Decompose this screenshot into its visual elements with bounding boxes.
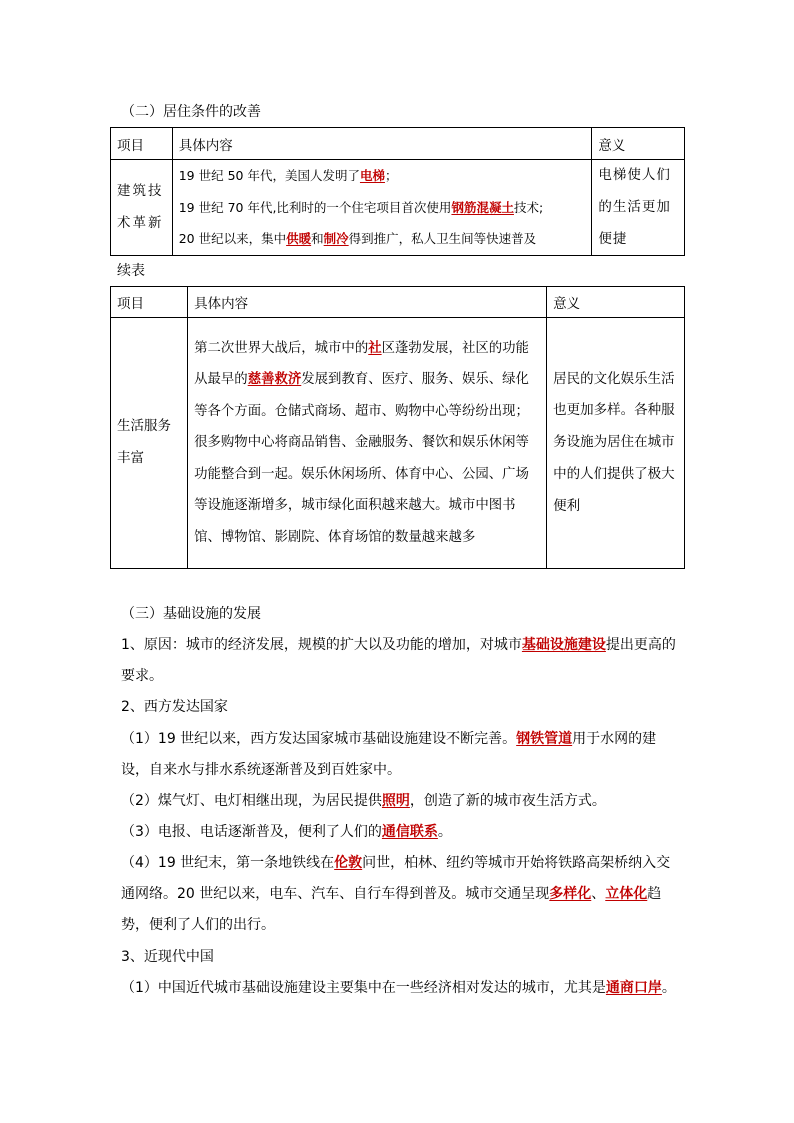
- highlight-term: 钢铁管道: [516, 731, 573, 747]
- highlight-term: 通商口岸: [605, 980, 662, 996]
- highlight-term: 制冷: [323, 231, 349, 247]
- cell-meaning: 电梯使人们的生活更加便捷: [592, 160, 685, 256]
- section-heading: （三）基础设施的发展: [121, 606, 261, 622]
- table-building-innovation: [110, 127, 685, 256]
- paragraph-telecom: （3）电报、电话逐渐普及，便利了人们的通信联系。: [121, 824, 452, 840]
- header-item: 项目: [111, 287, 188, 318]
- paragraph-china: 3、近现代中国: [121, 949, 214, 965]
- highlight-term: 基础设施建设: [521, 637, 606, 653]
- content-line: 19 世纪 50 年代，美国人发明了电梯；: [178, 168, 398, 184]
- paragraph-water: （1）19 世纪以来，西方发达国家城市基础设施建设不断完善。钢铁管道用于水网的建设，自来水与排水系统逐渐普及到百姓家中。: [121, 731, 657, 779]
- paragraph-transport: （4）19 世纪末，第一条地铁线在伦敦问世，柏林、纽约等城市开始将铁路高架桥纳入交通网络。20 世纪以来，电车、汽车、自行车得到普及。城市交通呈现多样化、立体化趋势，便利了人们的出行。: [121, 855, 671, 934]
- highlight-term: 社: [368, 341, 382, 357]
- cell-meaning: 居民的文化娱乐生活也更加多样。各种服务设施为居住在城市中的人们提供了极大便利: [547, 318, 685, 569]
- cell-content: 第二次世界大战后，城市中的社区蓬勃发展，社区的功能从最早的慈善救济发展到教育、医疗、服务、娱乐、绿化等各个方面。仓储式商场、超市、购物中心等纷纷出现；很多购物中心将商品销售、金融服务、餐饮和娱乐休闲等功能整合到一起。娱乐休闲场所、体育中心、公园、广场等设施逐渐增多，城市绿化面积越来越大。城市中图书馆、博物馆、影剧院、体育场馆的数量越来越多: [188, 318, 547, 569]
- header-meaning: 意义: [547, 287, 685, 318]
- cell-item: 建筑技术革新: [111, 160, 173, 256]
- continued-label: 续表: [117, 263, 145, 279]
- header-content: 具体内容: [188, 287, 547, 318]
- header-meaning: 意义: [592, 128, 685, 160]
- cell-content: [172, 160, 592, 256]
- paragraph-western: 2、西方发达国家: [121, 699, 228, 715]
- highlight-term: 多样化: [549, 886, 592, 903]
- content-line: 19 世纪 70 年代,比利时的一个住宅项目首次使用钢筋混凝土技术;: [178, 199, 544, 215]
- header-item: 项目: [111, 128, 173, 160]
- content-line: 20 世纪以来，集中供暖和制冷得到推广，私人卫生间等快速普及: [178, 231, 537, 247]
- highlight-term: 电梯: [359, 168, 385, 184]
- cell-item: 生活服务丰富: [111, 318, 188, 569]
- highlight-term: 伦敦: [334, 855, 363, 871]
- paragraph-china-cities: （1）中国近代城市基础设施建设主要集中在一些经济相对发达的城市，尤其是通商口岸。: [121, 980, 676, 996]
- header-content: 具体内容: [172, 128, 592, 160]
- paragraph-reason: 1、原因：城市的经济发展，规模的扩大以及功能的增加，对城市基础设施建设提出更高的要求。: [121, 637, 676, 685]
- highlight-term: 照明: [381, 793, 410, 809]
- highlight-term: 慈善救济: [247, 372, 302, 388]
- highlight-term: 通信联系: [381, 824, 438, 840]
- highlight-term: 供暖: [286, 231, 312, 247]
- section-heading: （二）居住条件的改善: [121, 104, 261, 120]
- highlight-term: 立体化: [605, 886, 648, 903]
- paragraph-lighting: （2）煤气灯、电灯相继出现，为居民提供照明，创造了新的城市夜生活方式。: [121, 793, 606, 809]
- highlight-term: 钢筋混凝土: [451, 199, 514, 215]
- table-life-services: [110, 286, 685, 569]
